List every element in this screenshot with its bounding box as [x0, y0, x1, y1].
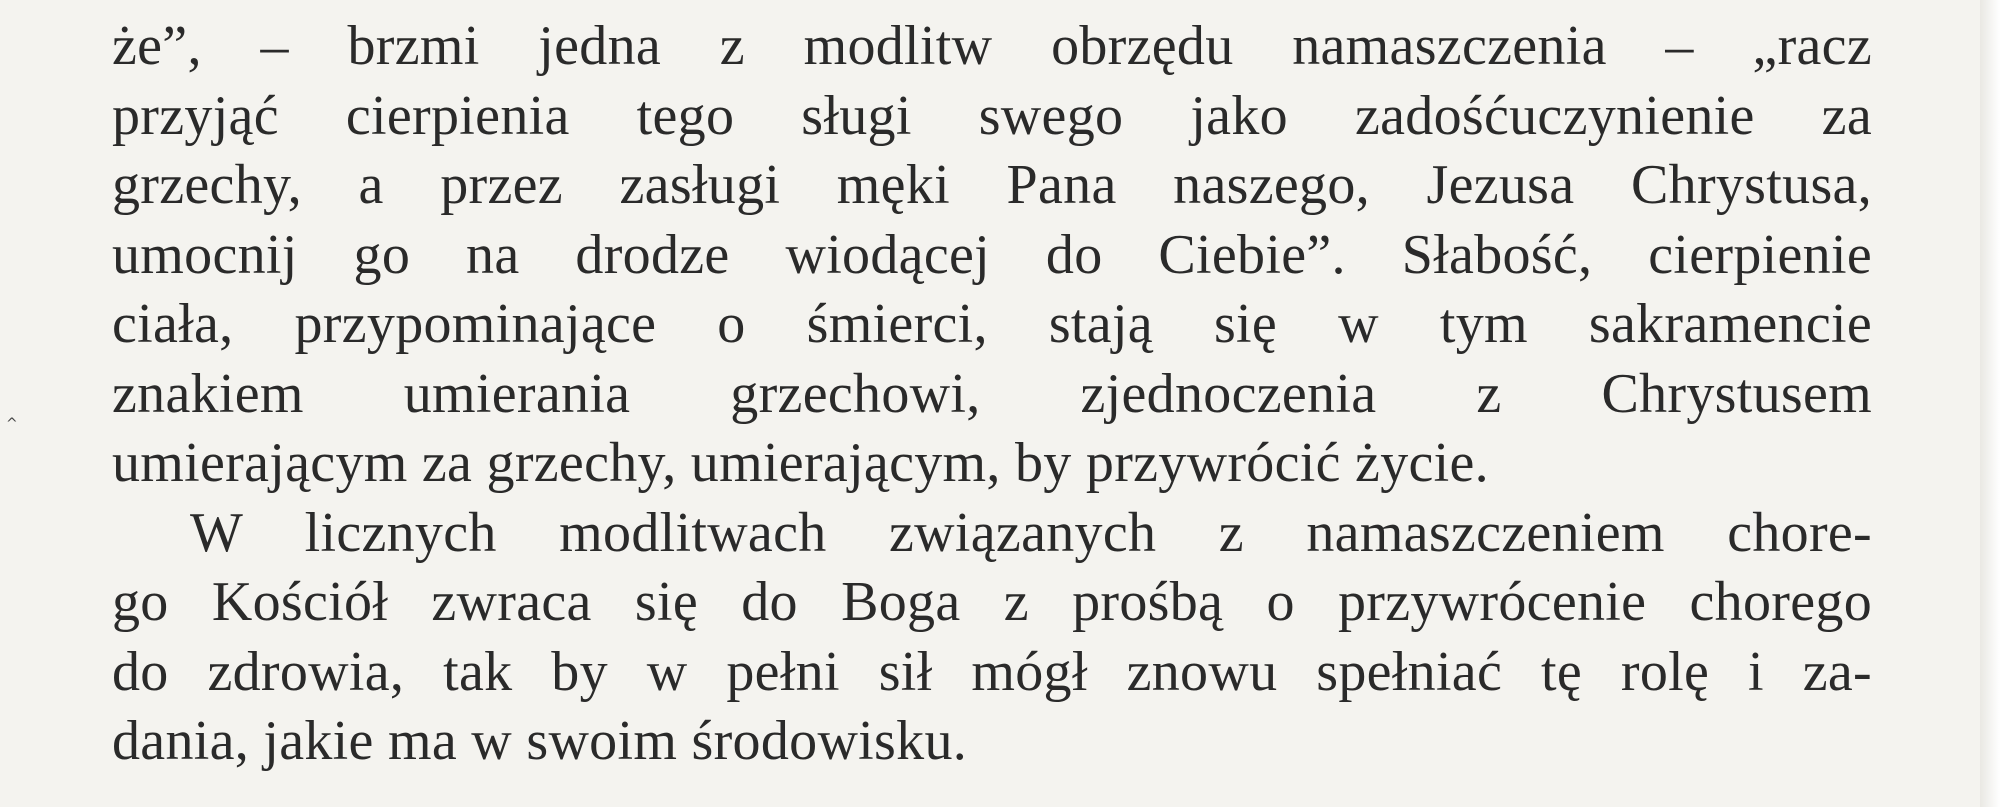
margin-mark: ^ — [6, 416, 18, 432]
text-line: umierającym za grzechy, umierającym, by przywrócić życie. — [112, 432, 1489, 494]
paragraph-1 — [112, 12, 1872, 499]
page-text — [112, 12, 1872, 777]
page-edge — [1980, 0, 2000, 807]
text-line: umocnij go na drodze wiodącej do Ciebie”. Słabość, cierpienie — [112, 223, 1872, 286]
text-line: dania, jakie ma w swoim środowisku. — [112, 710, 968, 772]
text-line: do zdrowia, tak by w pełni sił mógł znowu spełniać tę rolę i za- — [112, 640, 1872, 703]
text-line: go Kościół zwraca się do Boga z prośbą o przywrócenie chorego — [112, 571, 1872, 633]
text-line: znakiem umierania grzechowi, zjednoczenia z Chrystusem — [112, 362, 1872, 425]
text-line: ciała, przypominające o śmierci, stają się w tym sakramencie — [112, 293, 1872, 355]
text-line: grzechy, a przez zasługi męki Pana naszego, Jezusa Chrystusa, — [112, 154, 1872, 216]
paragraph-2 — [112, 499, 1872, 777]
text-line: W licznych modlitwach związanych z namaszczeniem chore- — [190, 501, 1872, 564]
text-line: że”, – brzmi jedna z modlitw obrzędu namaszczenia – „racz — [112, 15, 1872, 77]
text-line: przyjąć cierpienia tego sługi swego jako zadośćuczynienie za — [112, 84, 1872, 147]
